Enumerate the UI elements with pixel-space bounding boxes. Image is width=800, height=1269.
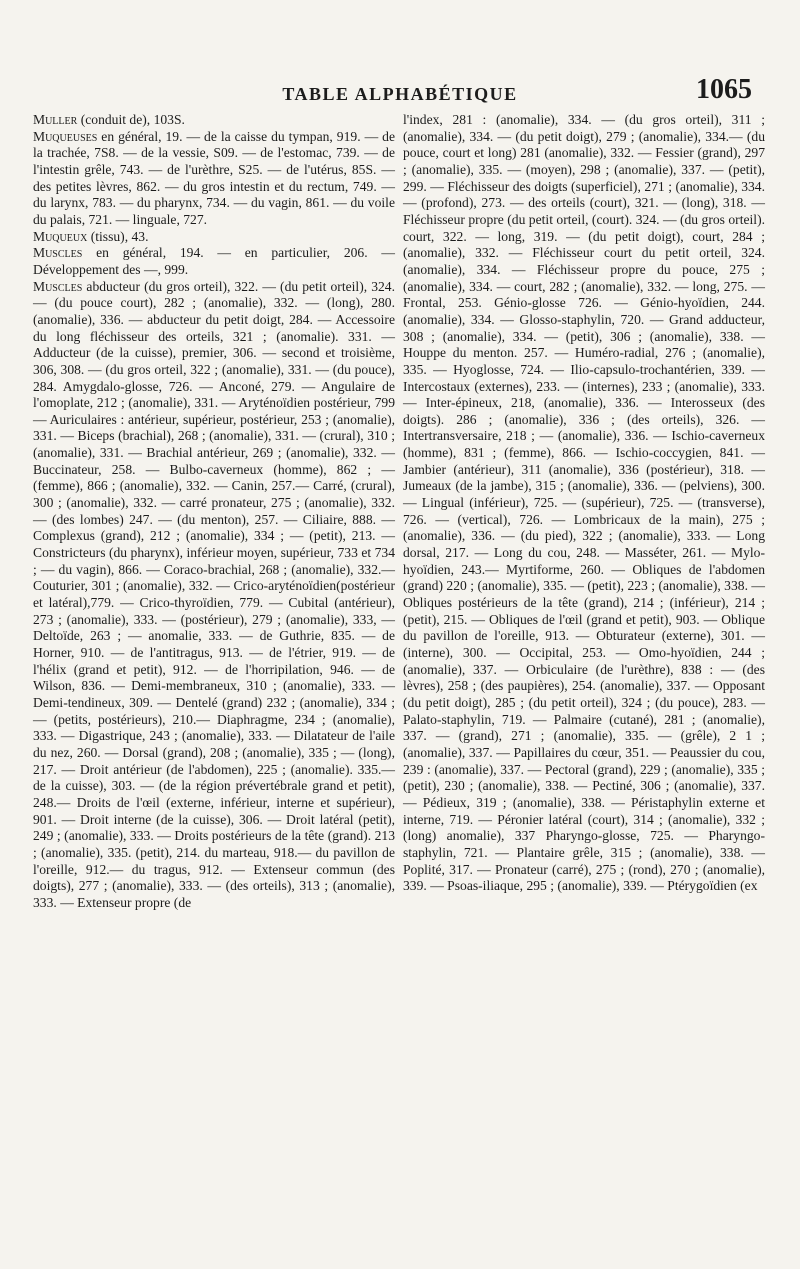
entry-head: Muller <box>33 112 78 127</box>
index-entry <box>33 279 395 912</box>
entry-text: en général, 194. — en particulier, 206. — Développement des —, 999. <box>33 245 395 277</box>
left-column <box>33 112 395 912</box>
index-entry <box>33 112 395 129</box>
index-entry <box>33 129 395 229</box>
entry-text: l'index, 281 : (anomalie), 334. — (du gros orteil), 311 ; (anomalie), 334. — (du petit doigt), 279 ; (anomalie), 334.— (du pouce, court et long) 281 (anomalie), 332. — Fessier (grand), 297 ; (anomalie), 335. — (moyen), 298 ; (anomalie), 337. — (petit), 299. — Fléchisseur des doigts (superficiel), 271 ; (anomalie), 334. — (profond), 273. — des orteils (court), 321. — (long), 318. — Fléchisseur propre (du petit orteil, (court). 324. — (du gros orteil). court, 322. — long, 319. — (du petit doigt), court, 284 ; (anomalie), 332. — Fléchisseur court du petit orteil, 324. (anomalie), 334. — Fléchisseur propre du pouce, 275 ; (anomalie), 334. — court, 282 ; (anomalie), 332. — long, 275. — Frontal, 253. Génio-glosse 726. — Génio-hyoïdien, 244. (anomalie), 334. — Glosso-staphylin, 720. — Grand adducteur, 308 ; (anomalie), 334. — (petit), 306 ; (anomalie), 338. — Houppe du menton. 257. — Huméro-radial, 276 ; (anomalie), 335. — Hyoglosse, 724. — Ilio-capsulo-trochantérien, 339. — Intercostaux (externes), 233. — (internes), 233 ; (anomalie), 333. — Inter-épineux, 218, (anomalie), 336. — Interosseux (des doigts). 286 ; (anomalie), 336 ; (des orteils), 326. — Intertransversaire, 218 ; — (anomalie), 336. — Ischio-caverneux (homme), 831 ; (femme), 866. — Ischio-coccygien, 841. — Jambier (antérieur), 311 (anomalie), 336 (postérieur), 318. — Jumeaux (de la jambe), 315 ; (anomalie), 336. — (pelviens), 300. — Lingual (inférieur), 725. — (supérieur), 725. — (transverse), 726. — (vertical), 726. — Lombricaux de la main), 275 ; (anomalie), 336. — (du pied), 322 ; (anomalie), 333. — Long dorsal, 217. — Long du cou, 248. — Masséter, 261. — Mylo-hyoïdien, 243.— Myrtiforme, 260. — Obliques de l'abdomen (grand) 220 ; (anomalie), 335. — (petit), 223 ; (anomalie), 338. — Obliques postérieurs de la tête (grand), 214 ; (inférieur), 214 ; (petit), 215. — Obliques de l'œil (grand et petit), 903. — Oblique du pavillon de l'oreille, 913. — Obturateur (externe), 301. — (interne), 300. — Occipital, 253. — Omo-hyoïdien, 244 ; (anomalie), 337. — Orbiculaire (de l'urèthre), 838 : — (des lèvres), 258 ; (des paupières), 254. (anomalie), 337. — Opposant (du petit doigt), 285 ; (du petit orteil), 324 ; (du pouce), 283. — Palato-staphylin, 719. — Palmaire (cutané), 281 ; (anomalie), 337. — (grand), 271 ; (anomalie), 335. — (grêle), 2 1 ; (anomalie), 337. — Papillaires du cœur, 351. — Peaussier du cou, 239 : (anomalie), 337. — Pectoral (grand), 229 ; (anomalie), 335 ; (petit), 230 ; (anomalie), 338. — Pectiné, 306 ; (anomalie), 337. — Pédieux, 319 ; (anomalie), 338. — Péristaphylin externe et interne, 719. — Péronier latéral (court), 314 ; (anomalie), 332 ; (long) anomalie), 337 Pharyngo-glosse, 725. — Pharyngo-staphylin, 721. — Plantaire grêle, 315 ; (anomalie), 338. — Poplité, 317. — Pronateur (carré), 275 ; (rond), 270 ; (anomalie), 339. — Psoas-iliaque, 295 ; (anomalie), 339. — Ptérygoïdien (ex <box>403 112 765 894</box>
index-entry <box>33 245 395 278</box>
entry-text: abducteur (du gros orteil), 322. — (du petit orteil), 324. — (du pouce court), 282 ; (anomalie), 332. — (long), 280. (anomalie), 336. — abducteur du petit doigt, 284. — Accessoire du long fléchisseur des orteils, 321 ; (anomalie). 331. — Adducteur (de la cuisse), premier, 306. — second et troisième, 306, 308. — (du gros orteil, 322 ; (anomalie), 331. — (du pouce), 284. Amygdalo-glosse, 726. — Anconé, 279. — Angulaire de l'omoplate, 212 ; (anomalie), 331. — Aryténoïdien postérieur, 799 — Auriculaires : antérieur, supérieur, postérieur, 253 ; (anomalie), 331. — Biceps (brachial), 268 ; (anomalie), 331. — (crural), 310 ; (anomalie), 331. — Brachial antérieur, 269 ; (anomalie), 332. — Buccinateur, 258. — Bulbo-caverneux (homme), 862 ; — (femme), 866 ; (anomalie), 332. — Canin, 257.— Carré, (crural), 300 ; (anomalie), 332. — carré pronateur, 275 ; (anomalie), 332. — (des lombes) 247. — (du menton), 257. — Ciliaire, 888. — Complexus (grand), 212 ; (anomalie), 334 ; — (petit), 213. — Constricteurs (du pharynx), inférieur moyen, supérieur, 733 et 734 ; — du vagin), 866. — Coraco-brachial, 268 ; (anomalie), 332.— Couturier, 301 ; (anomalie), 332. — Crico-aryténoïdien(postérieur et latéral),779. — Crico-thyroïdien, 779. — Cubital (antérieur), 273 ; (anomalie), 333. — (postérieur), 279 ; (anomalie), 333, — Deltoïde, 263 ; — anomalie, 333. — de Guthrie, 835. — de Horner, 910. — de l'antitragus, 913. — de l'étrier, 919. — de l'hélix (grand et petit), 912. — de l'horripilation, 946. — de Wilson, 836. — Demi-membraneux, 310 ; (anomalie), 333. — Demi-tendineux, 309. — Dentelé (grand) 232 ; (anomalie), 334 ; — (petits, postérieurs), 210.— Diaphragme, 234 ; (anomalie), 333. — Digastrique, 243 ; (anomalie), 333. — Dilatateur de l'aile du nez, 260. — Dorsal (grand), 208 ; (anomalie), 335 ; — (long), 217. — Droit antérieur (de l'abdomen), 225 ; (anomalie). 335.— de la cuisse), 303. — (de la région prévertébrale grand et petit), 248.— Droits de l'œil (externe, inférieur, interne et supérieur), 901. — Droit interne (de la cuisse), 306. — Droit latéral (petit), 249 ; (anomalie), 333. — Droits postérieurs de la tête (grand). 213 ; (anomalie), 335. (petit), 214. du marteau, 918.— du pavillon de l'oreille, 912.— du tragus, 912. — Extenseur commun (des doigts), 277 ; (anomalie), 333. — (des orteils), 313 ; (anomalie), 333. — Extenseur propre (de <box>33 278 395 910</box>
index-entry <box>403 112 765 895</box>
entry-text: (conduit de), 103S. <box>77 112 185 127</box>
page-number: 1065 <box>696 74 752 105</box>
entry-text: en général, 19. — de la caisse du tympan, 919. — de la trachée, 7S8. — de la vessie, S09. — de l'estomac, 739. — de l'intestin grêle, 743. — de l'urèthre, S25. — de l'utérus, 85S. — des petites lèvres, 862. — du gros intestin et du rectum, 749. — du larynx, 783. — du pharynx, 734. — du vagin, 861. — du voile du palais, 721. — linguale, 727. <box>33 128 395 227</box>
entry-head: Muqueux <box>33 228 88 244</box>
entry-head: Muscles <box>33 245 83 261</box>
running-title: TABLE ALPHABÉTIQUE <box>282 84 518 104</box>
entry-text: (tissu), 43. <box>87 228 149 244</box>
right-column <box>403 112 765 895</box>
page-header <box>30 74 770 110</box>
entry-head: Muqueuses <box>33 128 98 144</box>
index-entry <box>33 229 395 246</box>
entry-head: Muscles <box>33 278 83 294</box>
